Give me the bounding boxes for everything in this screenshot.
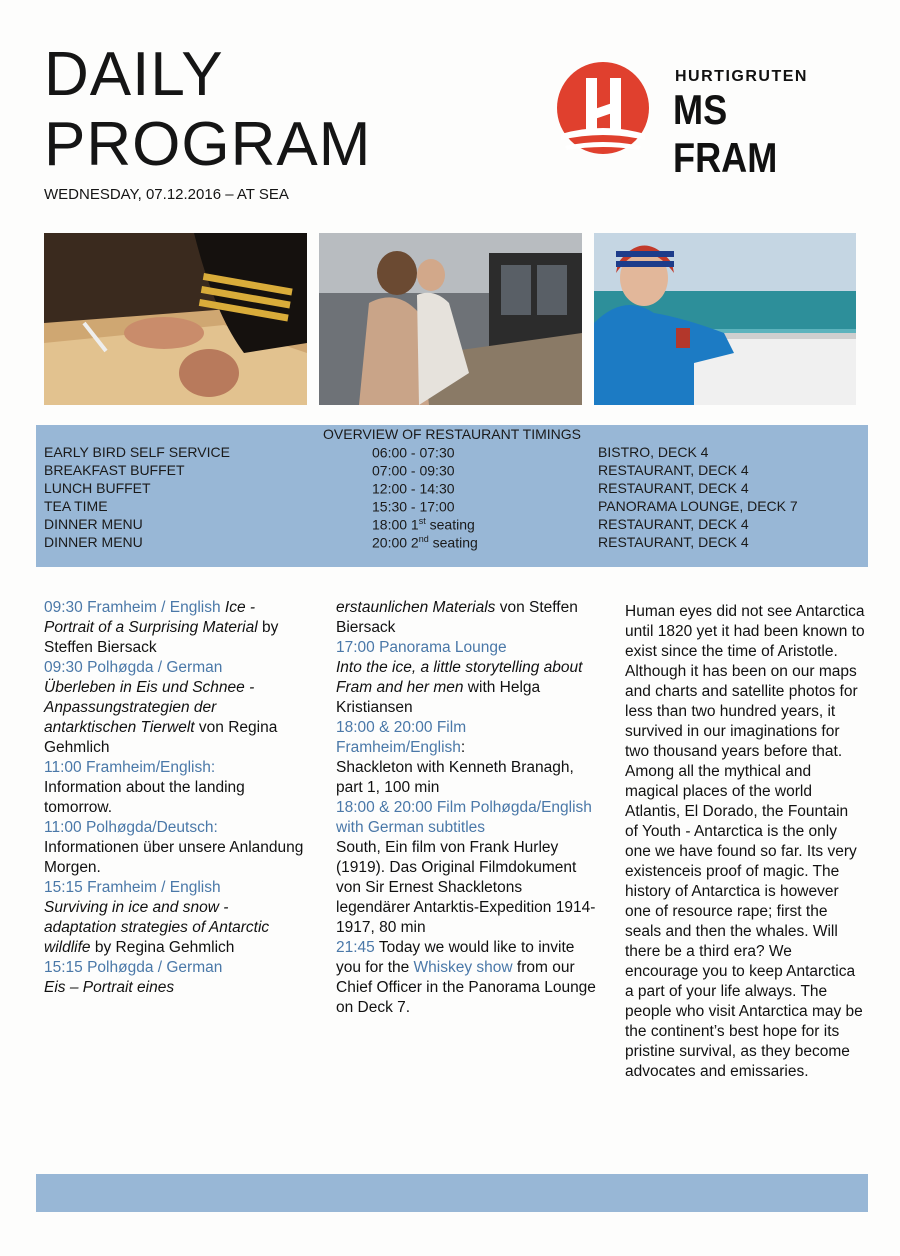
timing-place: RESTAURANT, DECK 4 bbox=[598, 462, 749, 478]
footer-bar bbox=[36, 1174, 868, 1212]
event-heading: 09:30 Framheim / English bbox=[44, 599, 221, 616]
event-description: Today we would like to invite you for the bbox=[336, 939, 575, 976]
event-item bbox=[44, 878, 304, 958]
event-title: Überleben in Eis und Schnee - Anpassungstrategien der antarktischen Tierwelt bbox=[44, 679, 255, 736]
event-title: Eis – Portrait eines bbox=[44, 979, 175, 996]
event-title: Into the ice, a little storytelling about Fram and her men bbox=[336, 659, 583, 696]
restaurant-timings-panel bbox=[36, 425, 868, 567]
logo-ship-name: MS FRAM bbox=[673, 86, 778, 181]
event-speaker: von Steffen Biersack bbox=[336, 599, 578, 636]
event-highlight: Whiskey show bbox=[413, 959, 513, 976]
woman-ship-deck-photo bbox=[594, 233, 856, 405]
antarctica-text-column bbox=[625, 602, 865, 1082]
event-title: Ice - Portrait of a Surprising Material bbox=[44, 599, 258, 636]
timing-meal: DINNER MENU bbox=[44, 534, 143, 550]
title-line-1: DAILY bbox=[44, 40, 224, 109]
event-item bbox=[336, 938, 596, 1018]
event-speaker: von Regina Gehmlich bbox=[44, 719, 278, 756]
page-title bbox=[44, 40, 371, 180]
timing-meal: TEA TIME bbox=[44, 498, 108, 514]
logo-brand: HURTIGRUTEN bbox=[675, 68, 808, 85]
event-speaker: by Regina Gehmlich bbox=[90, 939, 235, 956]
timing-row bbox=[36, 480, 868, 498]
event-description: Informationen über unsere Anlandung Morgen. bbox=[44, 839, 304, 876]
event-title: erstaunlichen Materials bbox=[336, 599, 496, 616]
timing-meal: DINNER MENU bbox=[44, 516, 143, 532]
event-description-end: from our Chief Officer in the Panorama Lounge on Deck 7. bbox=[336, 959, 596, 1016]
timing-time: 20:00 2nd seating bbox=[372, 534, 478, 551]
timing-place: RESTAURANT, DECK 4 bbox=[598, 480, 749, 496]
title-line-2: PROGRAM bbox=[44, 110, 372, 179]
event-item bbox=[336, 638, 596, 718]
event-heading-colon: : bbox=[460, 739, 466, 756]
event-item bbox=[44, 818, 304, 878]
left-events-column bbox=[44, 598, 304, 998]
event-description: Shackleton with Kenneth Branagh, part 1, 100 min bbox=[336, 759, 574, 796]
event-speaker: by Steffen Biersack bbox=[44, 619, 279, 656]
timing-time: 15:30 - 17:00 bbox=[372, 498, 455, 515]
timing-row bbox=[36, 516, 868, 534]
timing-time: 06:00 - 07:30 bbox=[372, 444, 455, 461]
event-item bbox=[44, 758, 304, 818]
bridge-visitors-photo bbox=[319, 233, 582, 405]
timing-row bbox=[36, 462, 868, 480]
timing-row bbox=[36, 444, 868, 462]
event-heading: 17:00 Panorama Lounge bbox=[336, 639, 507, 656]
timing-meal: EARLY BIRD SELF SERVICE bbox=[44, 444, 230, 460]
timing-row bbox=[36, 534, 868, 552]
hurtigruten-emblem-icon bbox=[553, 60, 653, 160]
event-item bbox=[44, 658, 304, 758]
event-heading: 11:00 Polhøgda/Deutsch: bbox=[44, 819, 218, 836]
timing-meal: BREAKFAST BUFFET bbox=[44, 462, 185, 478]
event-heading: 18:00 & 20:00 Film Framheim/English bbox=[336, 719, 467, 756]
event-title: Surviving in ice and snow - adaptation strategies of Antarctic wildlife bbox=[44, 899, 270, 956]
timing-place: RESTAURANT, DECK 4 bbox=[598, 516, 749, 532]
event-description: South, Ein film von Frank Hurley (1919). Das Original Filmdokument von Sir Ernest Shackletons legendärer Antarktis-Expedition 1914-1917, 80 min bbox=[336, 839, 596, 936]
timing-time: 07:00 - 09:30 bbox=[372, 462, 455, 479]
event-item bbox=[44, 958, 304, 998]
event-item bbox=[336, 718, 596, 798]
captain-chart-photo bbox=[44, 233, 307, 405]
timing-row bbox=[36, 498, 868, 516]
antarctica-paragraph: Human eyes did not see Antarctica until 1820 yet it had been known to exist since the time of Aristotle. Although it has been on our maps and charts and satellite photos for less than two hundred years, it survived in our imaginations for two thousand years before that. Among all the mythical and magical places of the world Atlantis, El Dorado, the Fountain of Youth - Antarctica is the only one we have found so far. Its very existenceis proof of magic. The history of Antarctica is however one of resource rape; first the seals and then the whales. Will there be a third era? We encourage you to keep Antarctica a part of your life always. The people who visit Antarctica may be the continent’s best hope for its pristine survival, as they become advocates and emissaries. bbox=[625, 603, 865, 1080]
event-heading: 18:00 & 20:00 Film Polhøgda/English with German subtitles bbox=[336, 799, 592, 836]
event-time: 21:45 bbox=[336, 939, 375, 956]
timings-title: OVERVIEW OF RESTAURANT TIMINGS bbox=[323, 426, 581, 442]
date-subtitle: WEDNESDAY, 07.12.2016 – AT SEA bbox=[44, 186, 289, 203]
event-item bbox=[336, 798, 596, 938]
timing-time: 18:00 1st seating bbox=[372, 516, 475, 533]
timing-place: RESTAURANT, DECK 4 bbox=[598, 534, 749, 550]
event-item bbox=[44, 598, 304, 658]
event-heading: 09:30 Polhøgda / German bbox=[44, 659, 223, 676]
hurtigruten-logo bbox=[553, 60, 853, 181]
event-item bbox=[336, 598, 596, 638]
event-description: Information about the landing tomorrow. bbox=[44, 779, 245, 816]
timing-time: 12:00 - 14:30 bbox=[372, 480, 455, 497]
event-heading: 15:15 Framheim / English bbox=[44, 879, 221, 896]
timing-place: PANORAMA LOUNGE, DECK 7 bbox=[598, 498, 798, 514]
event-heading: 15:15 Polhøgda / German bbox=[44, 959, 223, 976]
event-heading: 11:00 Framheim/English: bbox=[44, 759, 216, 776]
middle-events-column bbox=[336, 598, 596, 1018]
timing-meal: LUNCH BUFFET bbox=[44, 480, 151, 496]
timing-place: BISTRO, DECK 4 bbox=[598, 444, 709, 460]
event-speaker: with Helga Kristiansen bbox=[336, 679, 541, 716]
